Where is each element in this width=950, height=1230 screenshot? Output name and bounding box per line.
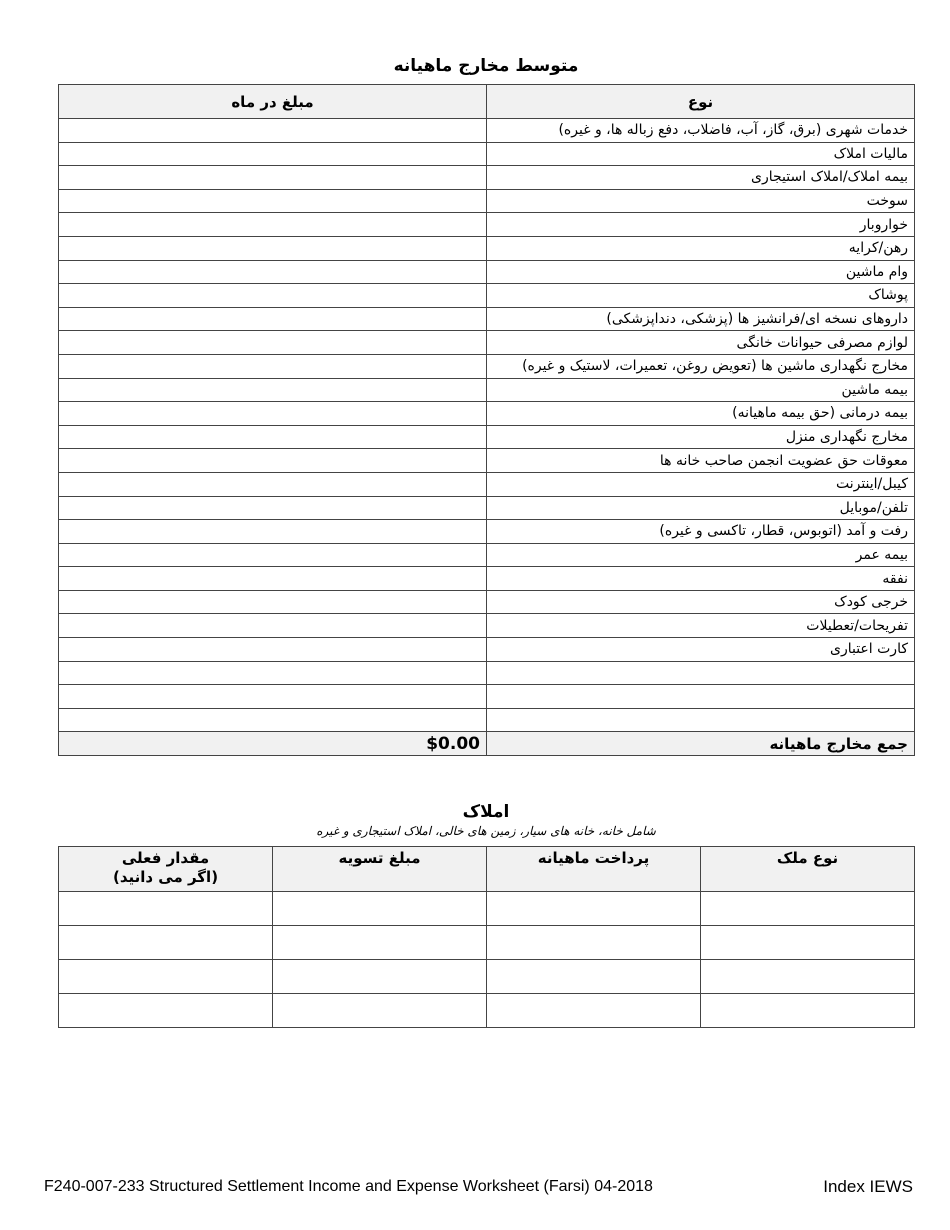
amount-input[interactable] xyxy=(59,307,487,331)
expense-type-label: تفریحات/تعطیلات xyxy=(487,614,915,638)
table-row xyxy=(59,284,915,308)
current-value-label: مقدار فعلی xyxy=(121,849,210,867)
amount-input[interactable] xyxy=(59,402,487,426)
amount-input[interactable] xyxy=(59,614,487,638)
property-table xyxy=(58,846,915,1028)
amount-input[interactable] xyxy=(59,638,487,662)
table-row xyxy=(59,543,915,567)
current-value-note: (اگر می دانید) xyxy=(112,868,219,886)
payoff-input[interactable] xyxy=(273,960,487,994)
expense-type-label: بیمه املاک/املاک استیجاری xyxy=(487,166,915,190)
expense-type-label: لوازم مصرفی حیوانات خانگی xyxy=(487,331,915,355)
amount-input[interactable] xyxy=(59,166,487,190)
payoff-column-header: مبلغ تسویه xyxy=(273,847,487,892)
amount-input[interactable] xyxy=(59,354,487,378)
table-header-row xyxy=(59,847,915,892)
current-value-input[interactable] xyxy=(59,994,273,1028)
monthly-payment-input[interactable] xyxy=(487,994,701,1028)
type-column-header: نوع xyxy=(487,85,915,119)
table-row xyxy=(59,378,915,402)
property-type-input[interactable] xyxy=(701,994,915,1028)
amount-input[interactable] xyxy=(59,708,487,732)
monthly-payment-input[interactable] xyxy=(487,960,701,994)
expense-type-label: پوشاک xyxy=(487,284,915,308)
amount-input[interactable] xyxy=(59,685,487,709)
amount-input[interactable] xyxy=(59,520,487,544)
expense-type-label: بیمه درمانی (حق بیمه ماهیانه) xyxy=(487,402,915,426)
table-row xyxy=(59,638,915,662)
expense-type-label: سوخت xyxy=(487,189,915,213)
amount-input[interactable] xyxy=(59,236,487,260)
table-row xyxy=(59,685,915,709)
expense-type-label: تلفن/موبایل xyxy=(487,496,915,520)
table-row xyxy=(59,892,915,926)
amount-input[interactable] xyxy=(59,331,487,355)
expense-rows xyxy=(59,119,915,732)
property-type-input[interactable] xyxy=(701,892,915,926)
expense-type-label: رفت و آمد (اتوبوس، قطار، تاکسی و غیره) xyxy=(487,520,915,544)
expense-type-label: داروهای نسخه ای/فرانشیز ها (پزشکی، دنداپزشکی) xyxy=(487,307,915,331)
amount-input[interactable] xyxy=(59,119,487,143)
table-row xyxy=(59,236,915,260)
expense-type-label xyxy=(487,685,915,709)
table-row xyxy=(59,567,915,591)
table-row xyxy=(59,960,915,994)
amount-input[interactable] xyxy=(59,496,487,520)
expense-type-label: معوقات حق عضویت انجمن صاحب خانه ها xyxy=(487,449,915,473)
index-footer: Index IEWS xyxy=(823,1177,913,1196)
amount-input[interactable] xyxy=(59,449,487,473)
amount-input[interactable] xyxy=(59,472,487,496)
table-row xyxy=(59,994,915,1028)
table-row xyxy=(59,926,915,960)
monthly-payment-column-header: پرداخت ماهیانه xyxy=(487,847,701,892)
monthly-expenses-table xyxy=(58,84,915,756)
total-label: جمع مخارج ماهیانه xyxy=(487,732,915,756)
table-row xyxy=(59,496,915,520)
table-row xyxy=(59,354,915,378)
amount-input[interactable] xyxy=(59,213,487,237)
current-value-input[interactable] xyxy=(59,892,273,926)
property-type-column-header: نوع ملک xyxy=(701,847,915,892)
table-row xyxy=(59,425,915,449)
expense-type-label: مالیات املاک xyxy=(487,142,915,166)
current-value-input[interactable] xyxy=(59,960,273,994)
table-row xyxy=(59,189,915,213)
table-row xyxy=(59,614,915,638)
table-row xyxy=(59,142,915,166)
total-row xyxy=(59,732,915,756)
amount-input[interactable] xyxy=(59,661,487,685)
table-row xyxy=(59,661,915,685)
monthly-payment-input[interactable] xyxy=(487,926,701,960)
expense-type-label: خدمات شهری (برق، گاز، آب، فاضلاب، دفع زباله ها، و غیره) xyxy=(487,119,915,143)
amount-input[interactable] xyxy=(59,590,487,614)
current-value-input[interactable] xyxy=(59,926,273,960)
expense-type-label: وام ماشین xyxy=(487,260,915,284)
expense-type-label: خرجی کودک xyxy=(487,590,915,614)
expense-type-label: بیمه عمر xyxy=(487,543,915,567)
amount-input[interactable] xyxy=(59,189,487,213)
current-value-column-header xyxy=(59,847,273,892)
table-row xyxy=(59,520,915,544)
expense-type-label: کارت اعتباری xyxy=(487,638,915,662)
expense-type-label: مخارج نگهداری ماشین ها (تعویض روغن، تعمیرات، لاستیک و غیره) xyxy=(487,354,915,378)
form-id-footer: F240-007-233 Structured Settlement Income and Expense Worksheet (Farsi) 04-2018 xyxy=(44,1178,653,1195)
amount-input[interactable] xyxy=(59,142,487,166)
table-row xyxy=(59,472,915,496)
property-title: املاک xyxy=(462,802,510,822)
table-row xyxy=(59,449,915,473)
amount-column-header: مبلغ در ماه xyxy=(59,85,487,119)
table-row xyxy=(59,307,915,331)
expense-type-label: خواروبار xyxy=(487,213,915,237)
expense-type-label: رهن/کرایه xyxy=(487,236,915,260)
property-subtitle: شامل خانه، خانه های سیار، زمین های خالی، املاک استیجاری و غیره xyxy=(316,824,656,838)
expense-type-label: کیبل/اینترنت xyxy=(487,472,915,496)
expense-type-label xyxy=(487,708,915,732)
expense-type-label: مخارج نگهداری منزل xyxy=(487,425,915,449)
table-row xyxy=(59,119,915,143)
table-row xyxy=(59,590,915,614)
amount-input[interactable] xyxy=(59,260,487,284)
property-type-input[interactable] xyxy=(701,960,915,994)
expense-type-label: بیمه ماشین xyxy=(487,378,915,402)
expense-table-title: متوسط مخارج ماهیانه xyxy=(393,56,579,76)
table-header-row xyxy=(59,85,915,119)
table-row xyxy=(59,166,915,190)
amount-input[interactable] xyxy=(59,543,487,567)
expense-type-label xyxy=(487,661,915,685)
payoff-input[interactable] xyxy=(273,926,487,960)
table-row xyxy=(59,331,915,355)
table-row xyxy=(59,402,915,426)
amount-input[interactable] xyxy=(59,284,487,308)
payoff-input[interactable] xyxy=(273,892,487,926)
payoff-input[interactable] xyxy=(273,994,487,1028)
amount-input[interactable] xyxy=(59,567,487,591)
monthly-payment-input[interactable] xyxy=(487,892,701,926)
amount-input[interactable] xyxy=(59,378,487,402)
expense-type-label: نفقه xyxy=(487,567,915,591)
property-type-input[interactable] xyxy=(701,926,915,960)
amount-input[interactable] xyxy=(59,425,487,449)
table-row xyxy=(59,213,915,237)
total-value: $0.00 xyxy=(59,732,487,756)
table-row xyxy=(59,260,915,284)
table-row xyxy=(59,708,915,732)
